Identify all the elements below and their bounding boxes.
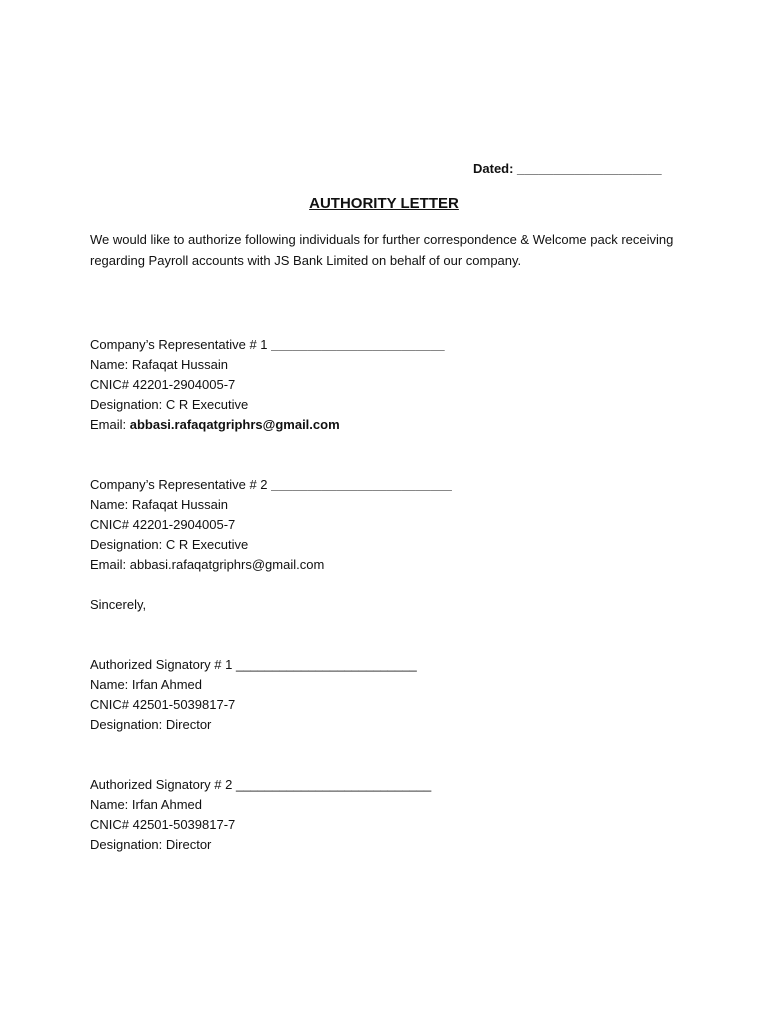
representative-1-designation: Designation: C R Executive xyxy=(90,397,249,412)
representative-1-heading xyxy=(90,335,445,355)
dated-field: Dated: ____________________ xyxy=(473,161,662,176)
representative-2-name: Name: Rafaqat Hussain xyxy=(90,497,229,512)
signatory-2-name: Name: Irfan Ahmed xyxy=(90,797,202,812)
signatory-1-designation: Designation: Director xyxy=(90,717,212,732)
representative-2-email-row xyxy=(90,555,324,575)
signatory-2-cnic: CNIC# 42501-5039817-7 xyxy=(90,817,236,832)
representative-1-cnic: CNIC# 42201-2904005-7 xyxy=(90,377,236,392)
representative-2-blank: _________________________ xyxy=(271,477,452,492)
representative-2-label: Company’s Representative # 2 xyxy=(90,477,272,492)
representative-1-blank: ________________________ xyxy=(271,337,445,352)
representative-1-email-label: Email: xyxy=(90,417,130,432)
intro-line-2: regarding Payroll accounts with JS Bank Limited on behalf of our company. xyxy=(90,253,522,268)
signatory-1-cnic: CNIC# 42501-5039817-7 xyxy=(90,697,236,712)
document-title: AUTHORITY LETTER xyxy=(309,195,459,212)
representative-2-heading xyxy=(90,475,452,495)
representative-1-email: abbasi.rafaqatgriphrs@gmail.com xyxy=(129,417,340,432)
signatory-2-heading: Authorized Signatory # 2 ___________________________ xyxy=(90,777,432,792)
representative-1-label: Company’s Representative # 1 xyxy=(90,337,272,352)
signatory-2-designation: Designation: Director xyxy=(90,837,212,852)
representative-2-email-label: Email: xyxy=(90,557,130,572)
representative-1-name: Name: Rafaqat Hussain xyxy=(90,357,229,372)
representative-2-cnic: CNIC# 42201-2904005-7 xyxy=(90,517,236,532)
representative-2-designation: Designation: C R Executive xyxy=(90,537,249,552)
closing-text: Sincerely, xyxy=(90,597,147,612)
representative-1-email-row xyxy=(90,415,340,435)
signatory-1-name: Name: Irfan Ahmed xyxy=(90,677,202,692)
intro-line-1: We would like to authorize following individuals for further correspondence & Welcome pack receiving xyxy=(90,232,674,247)
signatory-1-heading: Authorized Signatory # 1 _________________________ xyxy=(90,657,417,672)
representative-2-email: abbasi.rafaqatgriphrs@gmail.com xyxy=(129,557,325,572)
intro-paragraph xyxy=(90,229,690,271)
